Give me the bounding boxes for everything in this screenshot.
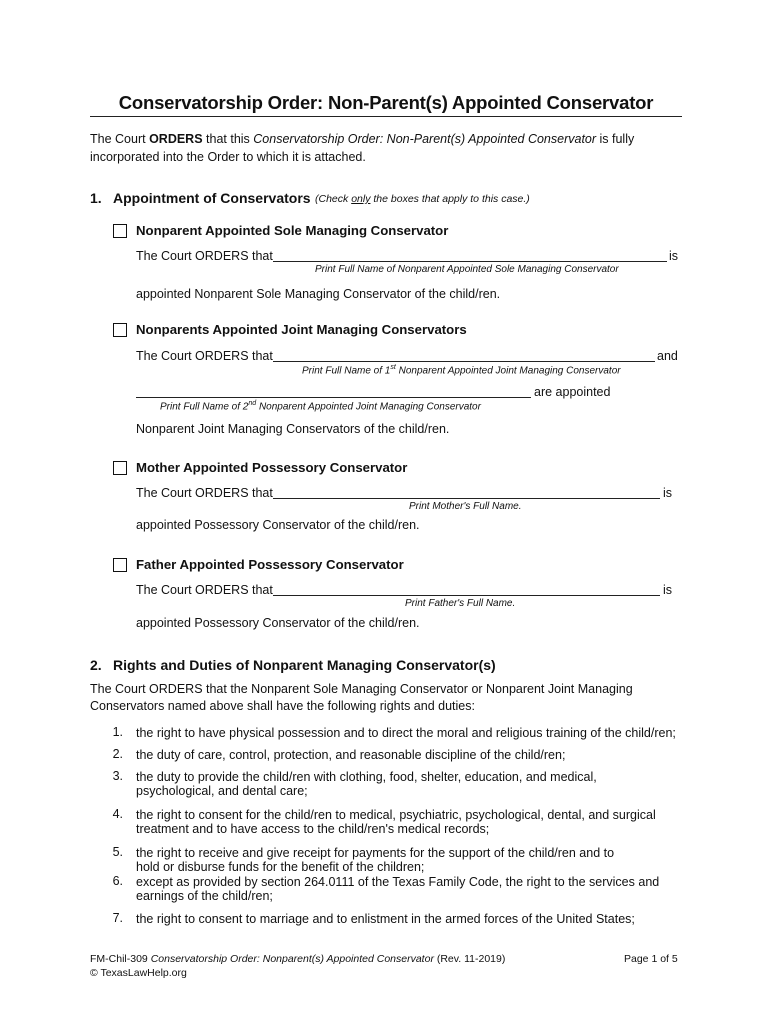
joint-line2-end: are appointed xyxy=(534,385,611,399)
page-number: Page 1 of 5 xyxy=(624,953,678,965)
sole-follow: appointed Nonparent Sole Managing Conservator of the child/ren. xyxy=(136,287,501,301)
intro-text: The Court xyxy=(90,132,150,146)
caption-sup: nd xyxy=(248,400,257,407)
father-name-field[interactable] xyxy=(273,595,660,596)
intro-line-2: incorporated into the Order to which it is attached. xyxy=(90,150,366,164)
section-2-heading: Rights and Duties of Nonparent Managing Conservator(s) xyxy=(113,657,496,673)
section-2-intro-2: Conservators named above shall have the following rights and duties: xyxy=(90,699,475,713)
list-item: except as provided by section 264.0111 of the Texas Family Code, the right to the services and earnings of the child/ren; xyxy=(136,875,660,903)
list-item: the right to receive and give receipt for payments for the support of the child/ren and to hold or disburse funds for the benefit of the children; xyxy=(136,846,615,874)
joint-managing-title: Nonparents Appointed Joint Managing Conservators xyxy=(136,322,467,337)
father-line-end: is xyxy=(663,583,673,597)
list-item: the duty of care, control, protection, and reasonable discipline of the child/ren; xyxy=(136,748,566,762)
father-possessory-checkbox[interactable] xyxy=(113,558,127,572)
joint-name-1-field[interactable] xyxy=(273,361,655,362)
mother-name-field[interactable] xyxy=(273,498,660,499)
mother-caption: Print Mother's Full Name. xyxy=(409,501,522,512)
footer-form-line xyxy=(90,953,505,965)
note-text: the boxes that apply to this case.) xyxy=(370,193,530,205)
father-possessory-title: Father Appointed Possessory Conservator xyxy=(136,557,404,572)
intro-text: that this xyxy=(202,132,254,146)
joint-line-start: The Court ORDERS that xyxy=(136,349,273,363)
list-item-number: 4. xyxy=(112,807,123,821)
caption-text: Nonparent Appointed Joint Managing Conservator xyxy=(256,401,481,413)
list-item-number: 6. xyxy=(112,874,123,888)
intro-text: is fully xyxy=(596,132,635,146)
footer-revision: (Rev. 11-2019) xyxy=(433,953,506,965)
joint-caption-1 xyxy=(302,364,621,376)
section-2-intro-1: The Court ORDERS that the Nonparent Sole Managing Conservator or Nonparent Joint Managing xyxy=(90,682,633,696)
caption-text: Print Full Name of 2 xyxy=(160,401,249,413)
footer-form-title: Conservatorship Order: Nonparent(s) Appointed Conservator xyxy=(150,953,434,965)
mother-follow: appointed Possessory Conservator of the child/ren. xyxy=(136,518,420,532)
sole-name-field[interactable] xyxy=(273,261,667,262)
list-item-number: 3. xyxy=(112,769,123,783)
mother-line-end: is xyxy=(663,486,673,500)
list-item-number: 2. xyxy=(112,747,123,761)
note-text: (Check xyxy=(315,193,352,205)
caption-text: Nonparent Appointed Joint Managing Conservator xyxy=(395,365,621,377)
sole-line-start: The Court ORDERS that xyxy=(136,249,273,263)
list-item-number: 5. xyxy=(112,845,123,859)
list-item: the right to consent to marriage and to enlistment in the armed forces of the United States; xyxy=(136,912,635,926)
mother-possessory-checkbox[interactable] xyxy=(113,461,127,475)
section-1-heading: Appointment of Conservators xyxy=(113,190,311,206)
sole-managing-title: Nonparent Appointed Sole Managing Conservator xyxy=(136,223,449,238)
list-item: the right to consent for the child/ren to medical, psychiatric, psychological, dental, and surgical treatment and to have access to the child/ren's medical records; xyxy=(136,808,656,836)
caption-text: Print Full Name of 1 xyxy=(302,365,391,377)
father-caption: Print Father's Full Name. xyxy=(405,598,516,609)
page-title: Conservatorship Order: Non-Parent(s) Appointed Conservator xyxy=(118,92,654,113)
list-item: the duty to provide the child/ren with clothing, food, shelter, education, and medical, psychological, and dental care; xyxy=(136,770,597,798)
joint-caption-2 xyxy=(160,400,481,412)
footer-copyright: © TexasLawHelp.org xyxy=(90,967,187,979)
father-follow: appointed Possessory Conservator of the child/ren. xyxy=(136,616,420,630)
intro-italic-title: Conservatorship Order: Non-Parent(s) Appointed Conservator xyxy=(253,132,597,146)
joint-follow: Nonparent Joint Managing Conservators of the child/ren. xyxy=(136,422,450,436)
section-1-number: 1. xyxy=(90,190,102,206)
mother-possessory-title: Mother Appointed Possessory Conservator xyxy=(136,460,408,475)
list-item-number: 7. xyxy=(112,911,123,925)
father-line-start: The Court ORDERS that xyxy=(136,583,273,597)
footer-form-id: FM-Chil-309 xyxy=(90,953,151,965)
sole-line-end: is xyxy=(669,249,679,263)
caption-sup: st xyxy=(390,364,396,371)
joint-name-2-field[interactable] xyxy=(136,397,531,398)
section-1-note xyxy=(315,193,530,205)
sole-caption: Print Full Name of Nonparent Appointed Sole Managing Conservator xyxy=(315,264,619,275)
list-item-number: 1. xyxy=(112,725,123,739)
sole-managing-checkbox[interactable] xyxy=(113,224,127,238)
joint-managing-checkbox[interactable] xyxy=(113,323,127,337)
joint-line-end: and xyxy=(657,349,678,363)
note-only: only xyxy=(351,193,371,205)
intro-orders: ORDERS xyxy=(149,132,203,146)
title-divider xyxy=(90,116,682,117)
mother-line-start: The Court ORDERS that xyxy=(136,486,273,500)
section-2-number: 2. xyxy=(90,657,102,673)
list-item: the right to have physical possession and to direct the moral and religious training of the child/ren; xyxy=(136,726,676,740)
intro-line-1 xyxy=(90,131,634,148)
